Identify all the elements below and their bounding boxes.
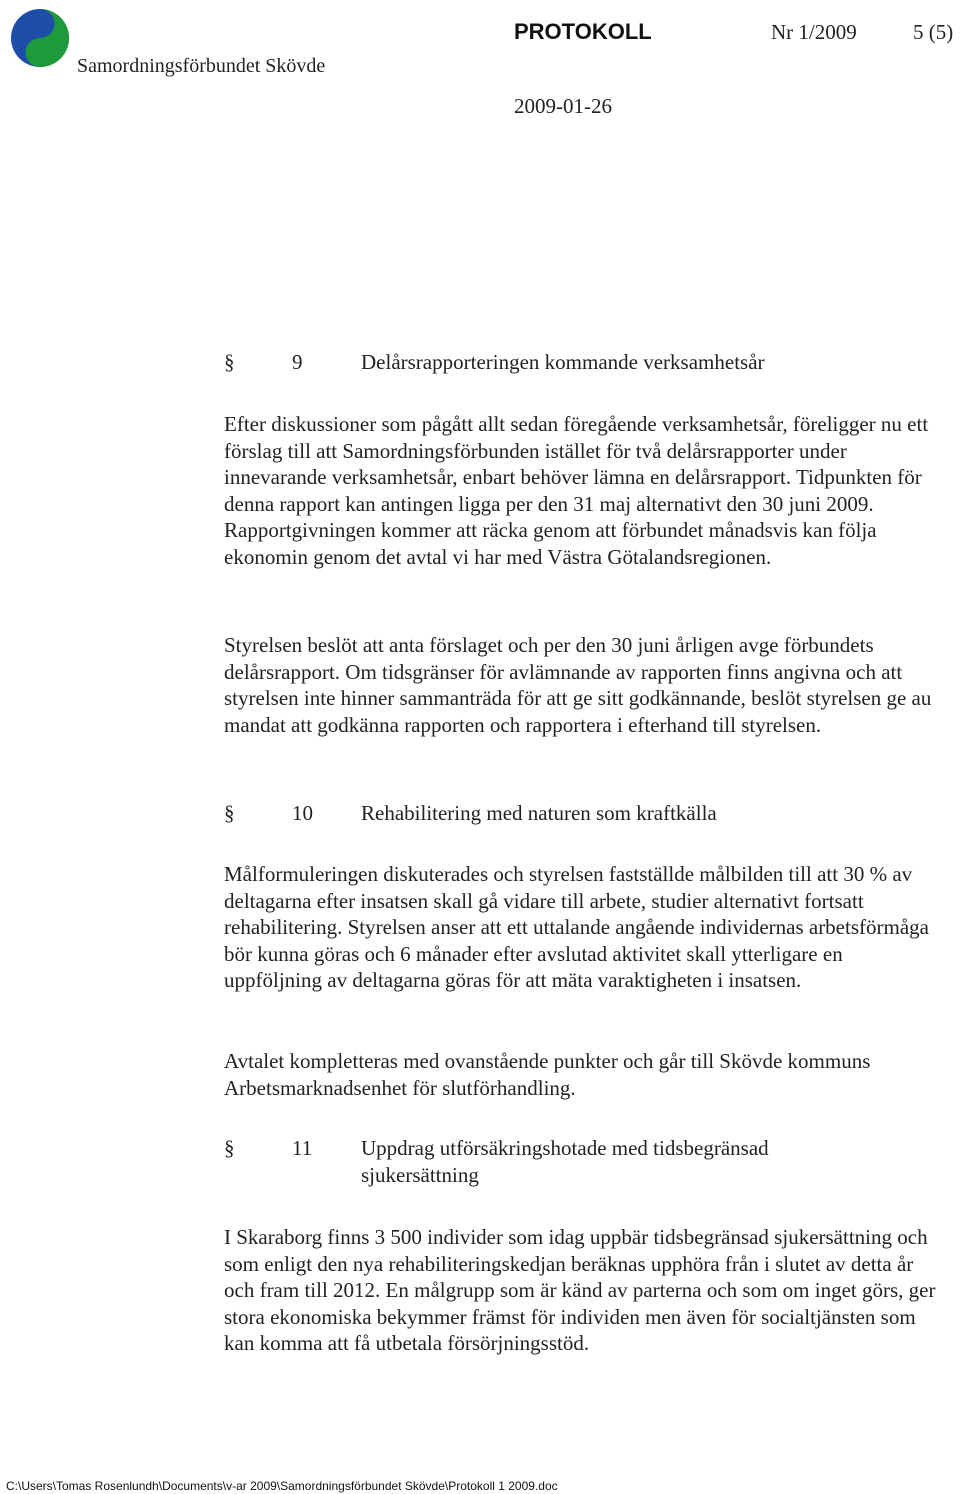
section-symbol: § [224,801,235,825]
section-number: 10 [292,801,313,825]
section-title: Delårsrapporteringen kommande verksamhetsår [361,350,765,374]
section-11-paragraph-1: I Skaraborg finns 3 500 individer som idag uppbär tidsbegränsad sjukersättning och som enligt den nya rehabiliteringskedjan beräknas upphöra från i slutet av detta år och fram till 2012. En målgrupp som är känd av parterna och som om inget görs, ger stora ekonomiska bekymmer främst för individen men även för socialtjänsten som kan komma att få utbetala försörjningsstöd. [224,1225,936,1356]
page-number: 5 (5) [913,20,954,44]
section-10-paragraph-1: Målformuleringen diskuterades och styrelsen fastställde målbilden till att 30 % av deltagarna efter insatsen skall gå vidare till arbete, studier alternativt fortsatt rehabilitering. Styrelsen anser att ett uttalande angående individernas arbetsförmåga bör kunna göras och 6 månader efter avslutad aktivitet skall ytterligare en uppföljning av deltagarna göras för att mäta varaktigheten i insatsen. [224,862,929,993]
organization-logo [10,8,70,68]
section-number: 9 [292,350,303,374]
footer-file-path: C:\Users\Tomas Rosenlundh\Documents\v-ar 2009\Samordningsförbundet Skövde\Protokoll 1 2009.doc [6,1479,558,1493]
section-symbol: § [224,1136,235,1160]
section-symbol: § [224,350,235,374]
section-number: 11 [292,1136,313,1160]
document-type: PROTOKOLL [514,19,652,44]
document-date: 2009-01-26 [514,94,612,118]
section-9-paragraph-2: Styrelsen beslöt att anta förslaget och per den 30 juni årligen avge förbundets delårsrapport. Om tidsgränser för avlämnande av rapporten finns angivna och att styrelsen inte hinner sammanträda för att ge sitt godkännande, beslöt styrelsen ge au mandat att godkänna rapporten och rapportera i efterhand till styrelsen. [224,633,932,737]
section-title: Rehabilitering med naturen som kraftkälla [361,801,717,825]
document-number: Nr 1/2009 [771,20,857,44]
section-9-paragraph-1: Efter diskussioner som pågått allt sedan föregående verksamhetsår, föreligger nu ett förslag till att Samordningsförbunden istället för två delårsrapporter under innevarande verksamhetsår, enbart behöver lämna en delårsrapport. Tidpunkten för denna rapport kan antingen ligga per den 31 maj alternativt den 30 juni 2009. Rapportgivningen kommer att räcka genom att förbundet månadsvis kan följa ekonomin genom det avtal vi har med Västra Götalandsregionen. [224,412,929,569]
organization-name: Samordningsförbundet Skövde [77,55,326,77]
section-10-paragraph-2: Avtalet kompletteras med ovanstående punkter och går till Skövde kommuns Arbetsmarknadsenhet för slutförhandling. [224,1049,871,1100]
section-title: Uppdrag utförsäkringshotade med tidsbegränsad sjukersättning [361,1136,769,1187]
